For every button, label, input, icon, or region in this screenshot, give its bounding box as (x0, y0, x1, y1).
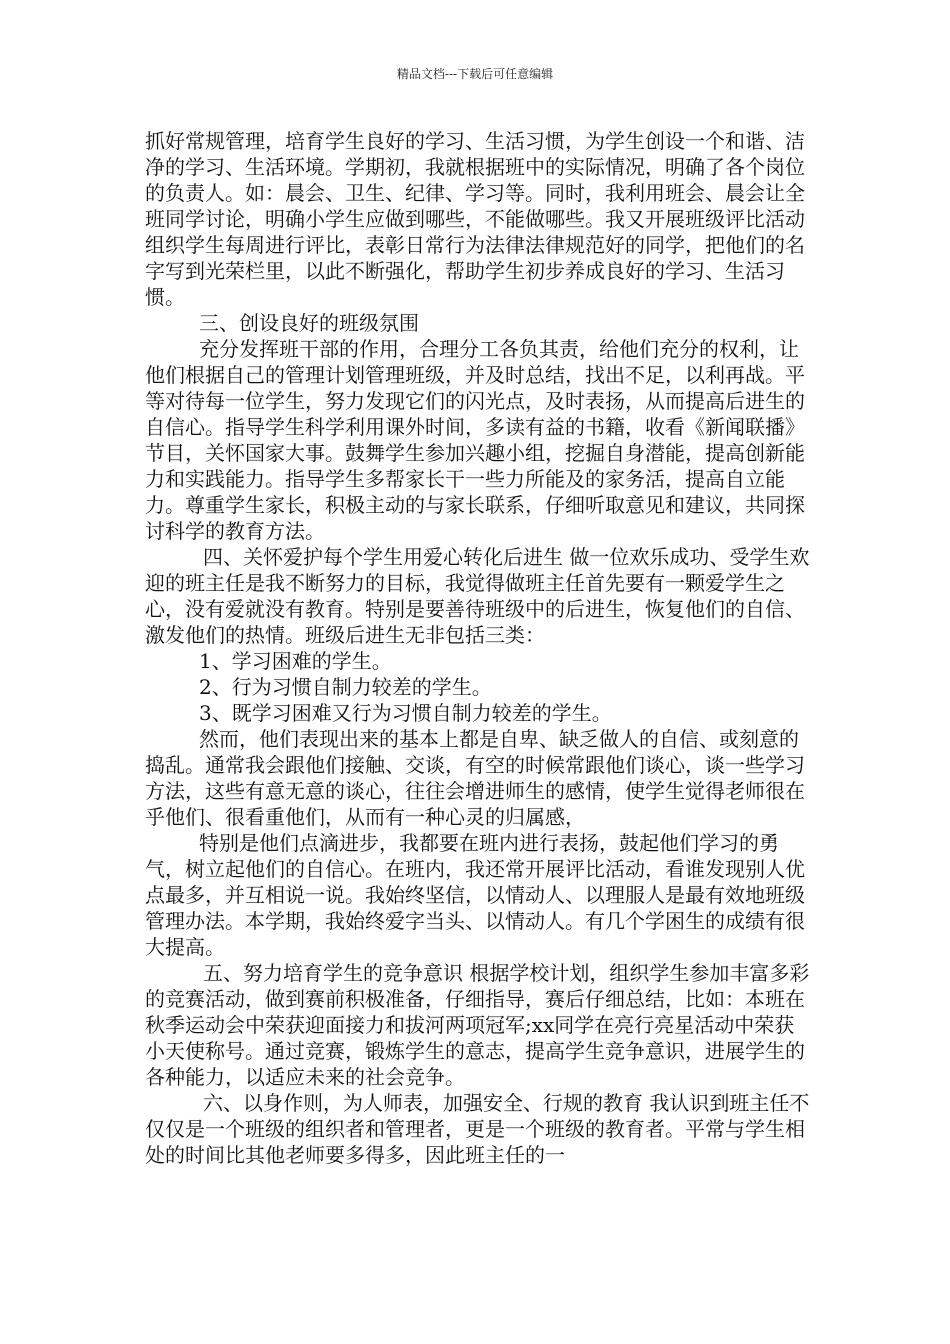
section-heading-class-atmosphere: 三、创设良好的班级氛围 (199, 311, 419, 335)
document-body (145, 128, 810, 1168)
section-paragraph-role-model: 六、以身作则，为人师表，加强安全、行规的教育 我认识到班主任不仅仅是一个班级的组织者和管理者，更是一个班级的教育者。平常与学生相处的时间比其他老师要多得多，因此班主任的一 (145, 1091, 810, 1167)
page-header: 精品文档---下载后可任意编辑 (396, 67, 554, 81)
list-item-learning-difficulty: 1、学习困难的学生。 (199, 649, 392, 673)
paragraph-communication: 然而，他们表现出来的基本上都是自卑、缺乏做人的自信、或刻意的捣乱。通常我会跟他们接触、交谈，有空的时候常跟他们谈心，谈一些学习方法，这些有意无意的谈心，往往会增进师生的感情，使学生觉得老师很在乎他们、很看重他们，从而有一种心灵的归属感， (145, 727, 805, 829)
paragraph-class-cadres: 充分发挥班干部的作用，合理分工各负其责，给他们充分的权利，让他们根据自己的管理计划管理班级，并及时总结，找出不足，以利再战。平等对待每一位学生，努力发现它们的闪光点，及时表扬，从而提高后进生的自信心。指导学生科学利用课外时间，多读有益的书籍，收看《新闻联播》节目，关怀国家大事。鼓舞学生参加兴趣小组，挖掘自身潜能，提高创新能力和实践能力。指导学生多帮家长干一些力所能及的家务活，提高自立能力。尊重学生家长，积极主动的与家长联系，仔细听取意见和建议，共同探讨科学的教育方法。 (145, 337, 805, 543)
section-paragraph-competition: 五、努力培育学生的竞争意识 根据学校计划，组织学生参加丰富多彩的竞赛活动，做到赛前积极准备，仔细指导，赛后仔细总结，比如：本班在秋季运动会中荣获迎面接力和拔河两项冠军;xx同学在亮行亮星活动中荣获小天使称号。通过竞赛，锻炼学生的意志，提高学生竞争意识，进展学生的各种能力，以适应未来的社会竞争。 (145, 961, 810, 1089)
paragraph-routine-management: 抓好常规管理，培育学生良好的学习、生活习惯，为学生创设一个和谐、洁净的学习、生活环境。学期初，我就根据班中的实际情况，明确了各个岗位的负责人。如：晨会、卫生、纪律、学习等。同时，我利用班会、晨会让全班同学讨论，明确小学生应做到哪些，不能做哪些。我又开展班级评比活动组织学生每周进行评比，表彰日常行为法律法律规范好的同学，把他们的名字写到光荣栏里，以此不断强化，帮助学生初步养成良好的学习、生活习惯。 (145, 129, 805, 309)
paragraph-praise-progress: 特别是他们点滴进步，我都要在班内进行表扬，鼓起他们学习的勇气，树立起他们的自信心。在班内，我还常开展评比活动，看谁发现别人优点最多，并互相说一说。我始终坚信，以情动人、以理服人是最有效地班级管理办法。本学期，我始终爱字当头、以情动人。有几个学困生的成绩有很大提高。 (145, 831, 805, 959)
list-item-both-difficulties: 3、既学习困难又行为习惯自制力较差的学生。 (199, 701, 612, 725)
section-paragraph-caring-students: 四、关怀爱护每个学生用爱心转化后进生 做一位欢乐成功、受学生欢迎的班主任是我不断努力的目标，我觉得做班主任首先要有一颗爱学生之心，没有爱就没有教育。特别是要善待班级中的后进生，恢复他们的自信、激发他们的热情。班级后进生无非包括三类： (145, 545, 810, 647)
list-item-poor-self-control: 2、行为习惯自制力较差的学生。 (199, 675, 492, 699)
